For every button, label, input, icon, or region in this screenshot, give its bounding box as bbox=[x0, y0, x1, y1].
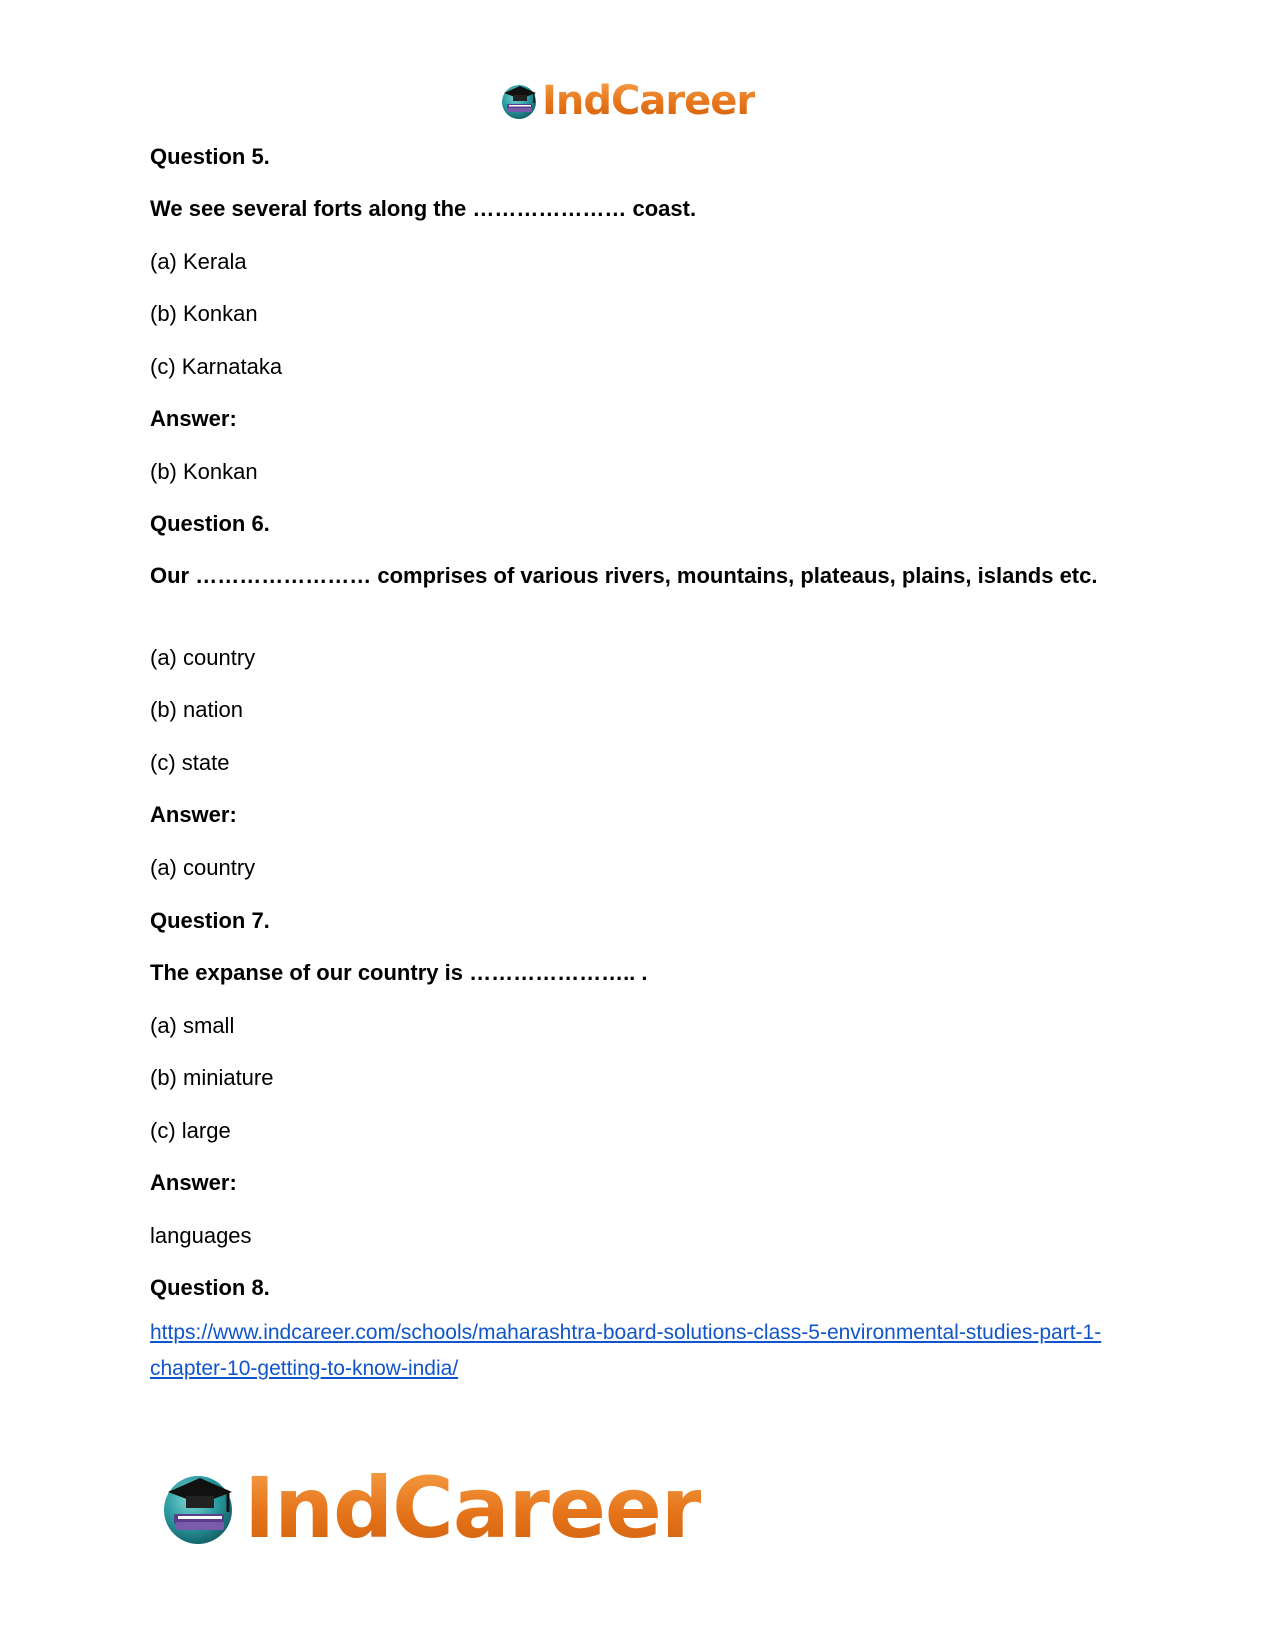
footer-logo bbox=[160, 1460, 701, 1556]
question-text: The expanse of our country is ………………….. . bbox=[150, 960, 648, 985]
question-title: Question 8. bbox=[150, 1275, 270, 1300]
option: (a) Kerala bbox=[150, 249, 247, 274]
question-text: We see several forts along the ………………… coast. bbox=[150, 196, 697, 221]
option: (b) miniature bbox=[150, 1065, 274, 1090]
question-title: Question 6. bbox=[150, 511, 270, 536]
question-text: Our …………………… comprises of various rivers, mountains, plateaus, plains, islands etc. bbox=[150, 563, 1098, 588]
header-logo bbox=[500, 78, 755, 124]
option: (b) nation bbox=[150, 697, 243, 722]
graduation-globe-icon bbox=[160, 1468, 240, 1548]
option: (a) small bbox=[150, 1013, 235, 1038]
graduation-globe-icon bbox=[500, 81, 540, 121]
option: (b) Konkan bbox=[150, 301, 258, 326]
option: (a) country bbox=[150, 645, 256, 670]
answer-text: (b) Konkan bbox=[150, 459, 258, 484]
logo-text: IndCareer bbox=[244, 1459, 702, 1557]
answer-label: Answer: bbox=[150, 1170, 237, 1195]
answer-text: languages bbox=[150, 1223, 252, 1248]
option: (c) state bbox=[150, 750, 230, 775]
source-link[interactable]: https://www.indcareer.com/schools/maharashtra-board-solutions-class-5-environmental-studies-part-1-chapter-10-getting-to-know-india/ bbox=[150, 1321, 1102, 1380]
answer-text: (a) country bbox=[150, 855, 256, 880]
question-title: Question 7. bbox=[150, 908, 270, 933]
answer-label: Answer: bbox=[150, 802, 237, 827]
question-title: Question 5. bbox=[150, 144, 270, 169]
answer-label: Answer: bbox=[150, 406, 237, 431]
logo-text: IndCareer bbox=[542, 78, 756, 124]
option: (c) Karnataka bbox=[150, 354, 283, 379]
option: (c) large bbox=[150, 1118, 231, 1143]
